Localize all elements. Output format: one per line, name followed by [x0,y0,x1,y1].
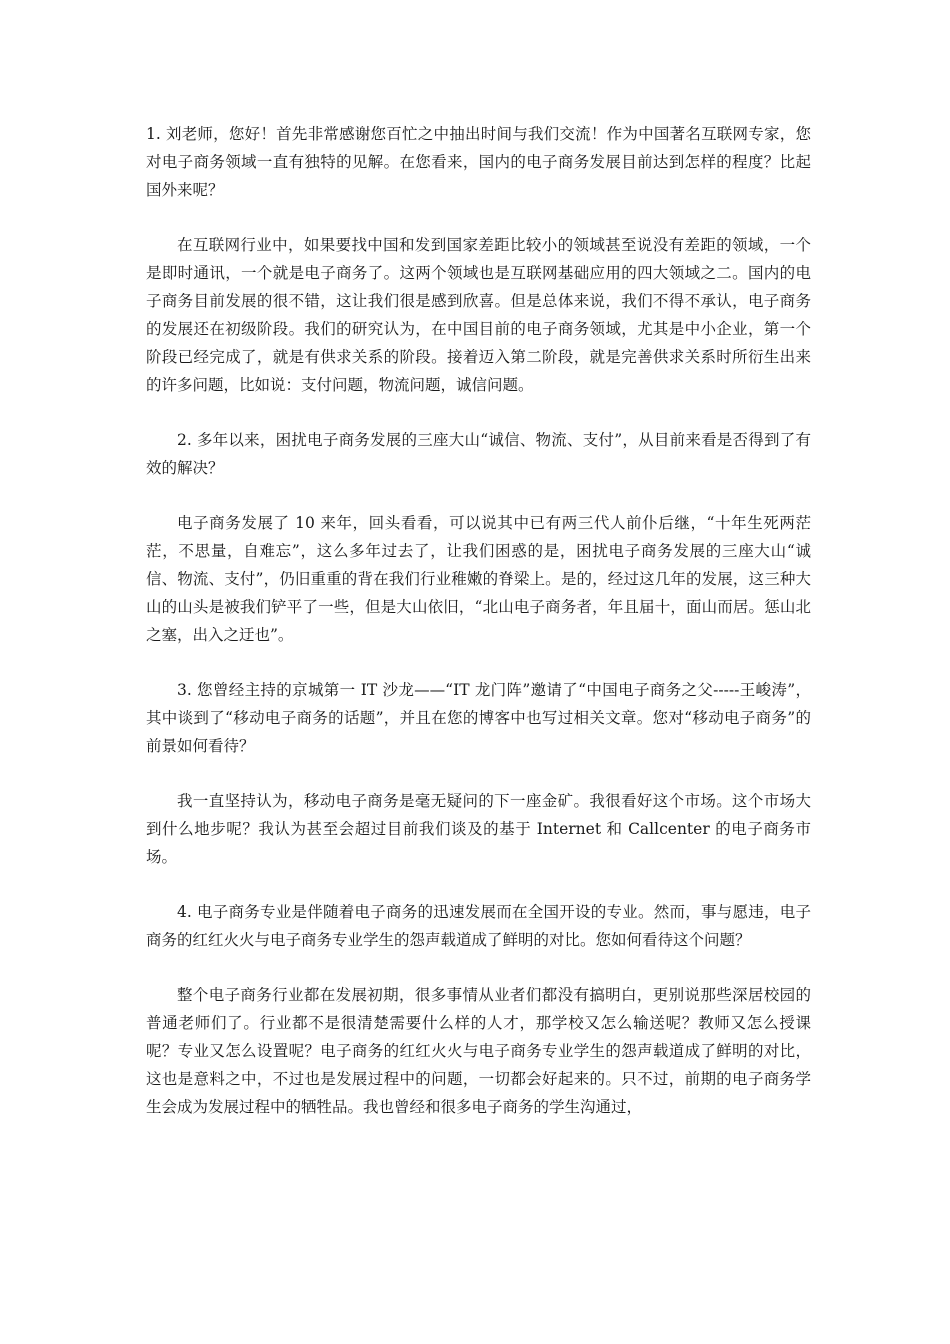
question-2: 2. 多年以来，困扰电子商务发展的三座大山“诚信、物流、支付”，从目前来看是否得到了有效的解决？ [146,431,811,477]
answer-4: 整个电子商务行业都在发展初期，很多事情从业者们都没有搞明白，更别说那些深居校园的普通老师们了。行业都不是很清楚需要什么样的人才，那学校又怎么输送呢？教师又怎么授课呢？专业又怎么设置呢？电子商务的红红火火与电子商务专业学生的怨声载道成了鲜明的对比，这也是意料之中，不过也是发展过程中的问题，一切都会好起来的。只不过，前期的电子商务学生会成为发展过程中的牺牲品。我也曾经和很多电子商务的学生沟通过， [146,986,811,1116]
question-1: 1. 刘老师，您好！首先非常感谢您百忙之中抽出时间与我们交流！作为中国著名互联网专家，您对电子商务领域一直有独特的见解。在您看来，国内的电子商务发展目前达到怎样的程度？比起国外来呢？ [146,125,811,199]
question-3: 3. 您曾经主持的京城第一 IT 沙龙——“IT 龙门阵”邀请了“中国电子商务之父-----王峻涛”，其中谈到了“移动电子商务的话题”，并且在您的博客中也写过相关文章。您对“移动电子商务”的前景如何看待？ [146,681,811,755]
answer-1: 在互联网行业中，如果要找中国和发到国家差距比较小的领域甚至说没有差距的领域，一个是即时通讯，一个就是电子商务了。这两个领域也是互联网基础应用的四大领域之二。国内的电子商务目前发展的很不错，这让我们很是感到欣喜。但是总体来说，我们不得不承认，电子商务的发展还在初级阶段。我们的研究认为，在中国目前的电子商务领域，尤其是中小企业，第一个阶段已经完成了，就是有供求关系的阶段。接着迈入第二阶段，就是完善供求关系时所衍生出来的许多问题，比如说：支付问题，物流问题，诚信问题。 [146,236,811,394]
answer-2: 电子商务发展了 10 来年，回头看看，可以说其中已有两三代人前仆后继，“十年生死两茫茫，不思量，自难忘”，这么多年过去了，让我们困惑的是，困扰电子商务发展的三座大山“诚信、物流、支付”，仍旧重重的背在我们行业稚嫩的脊梁上。是的，经过这几年的发展，这三种大山的山头是被我们铲平了一些，但是大山依旧，“北山电子商务者，年且届十，面山而居。惩山北之塞，出入之迂也”。 [146,514,811,644]
document-page [146,120,811,1148]
question-4: 4. 电子商务专业是伴随着电子商务的迅速发展而在全国开设的专业。然而，事与愿违，电子商务的红红火火与电子商务专业学生的怨声载道成了鲜明的对比。您如何看待这个问题？ [146,903,811,949]
answer-3: 我一直坚持认为，移动电子商务是毫无疑问的下一座金矿。我很看好这个市场。这个市场大到什么地步呢？我认为甚至会超过目前我们谈及的基于 Internet 和 Callcenter 的电子商务市场。 [146,792,811,866]
